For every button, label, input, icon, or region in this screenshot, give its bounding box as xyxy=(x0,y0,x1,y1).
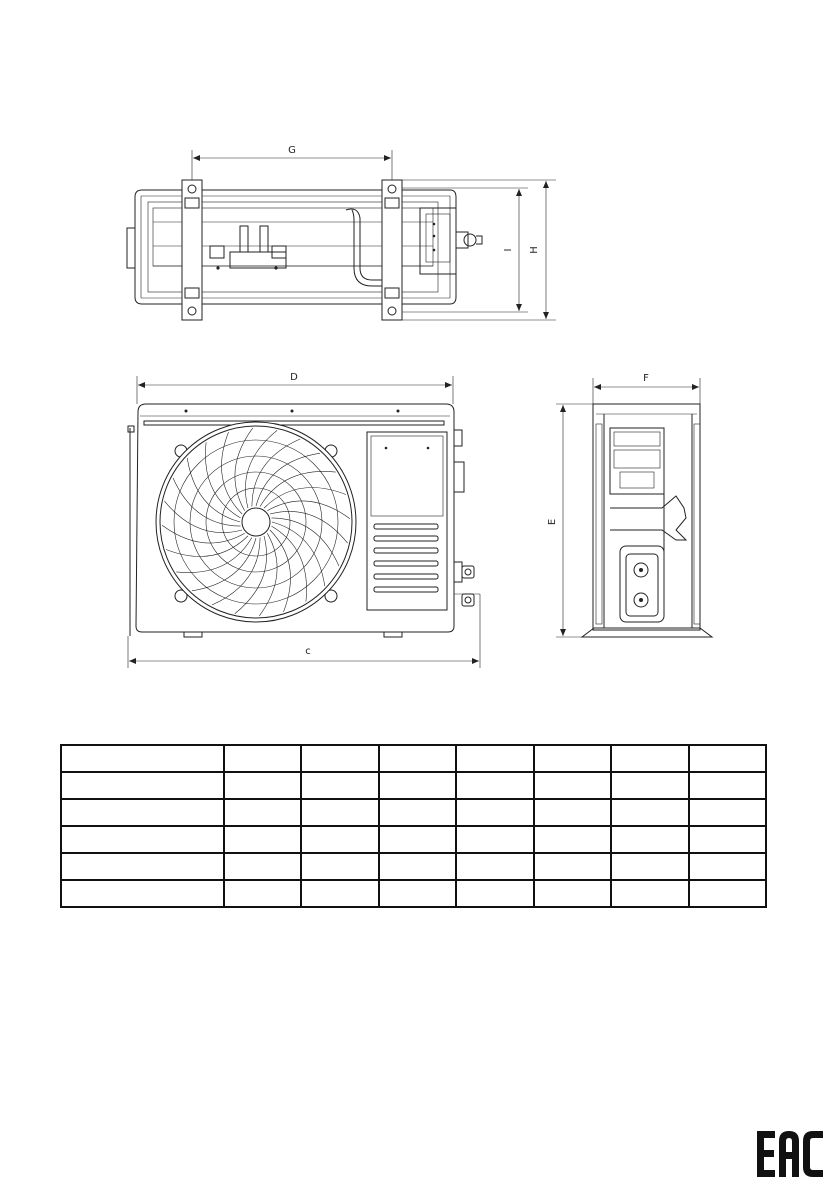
table-row xyxy=(61,745,766,772)
table-cell xyxy=(301,772,378,799)
table-cell xyxy=(379,853,456,880)
table-cell xyxy=(61,772,224,799)
table-cell xyxy=(456,880,533,907)
table-cell xyxy=(534,826,611,853)
table-cell xyxy=(611,853,688,880)
table-cell xyxy=(61,745,224,772)
dimension-e xyxy=(547,405,563,636)
table-cell xyxy=(224,799,301,826)
table-cell xyxy=(301,826,378,853)
table-row xyxy=(61,799,766,826)
table-cell xyxy=(456,799,533,826)
table-cell xyxy=(379,745,456,772)
table-cell xyxy=(301,880,378,907)
dimension-g-label: G xyxy=(288,145,296,156)
table-cell xyxy=(611,880,688,907)
table-cell xyxy=(224,853,301,880)
dimension-c-label: c xyxy=(305,646,311,657)
table-row xyxy=(61,853,766,880)
table-cell xyxy=(534,853,611,880)
table-cell xyxy=(61,826,224,853)
table-cell xyxy=(379,826,456,853)
dimension-f xyxy=(594,373,699,387)
table-cell xyxy=(301,853,378,880)
dimension-c xyxy=(129,646,479,661)
dimension-h-label: H xyxy=(529,246,540,254)
dimension-g xyxy=(193,145,391,158)
table-cell xyxy=(534,880,611,907)
table-cell xyxy=(611,772,688,799)
side-view xyxy=(556,378,712,637)
table-cell xyxy=(61,853,224,880)
table-cell xyxy=(611,799,688,826)
fan-guard xyxy=(156,422,356,622)
table-cell xyxy=(301,745,378,772)
table-cell xyxy=(689,826,766,853)
table-cell xyxy=(61,799,224,826)
dimension-d xyxy=(138,372,452,385)
table-cell xyxy=(534,745,611,772)
table-cell xyxy=(456,772,533,799)
table-cell xyxy=(611,826,688,853)
dimension-d-label: D xyxy=(290,372,298,383)
table-cell xyxy=(224,772,301,799)
dimension-e-label: E xyxy=(547,518,558,526)
top-view xyxy=(127,150,482,320)
table-cell xyxy=(534,799,611,826)
table-row xyxy=(61,880,766,907)
table-cell xyxy=(61,880,224,907)
dimension-h xyxy=(402,180,556,320)
table-cell xyxy=(224,880,301,907)
table-cell xyxy=(456,826,533,853)
table-cell xyxy=(379,772,456,799)
table-cell xyxy=(689,799,766,826)
table-cell xyxy=(379,799,456,826)
eac-certification-mark xyxy=(757,1131,823,1177)
front-view xyxy=(128,376,480,668)
table-cell xyxy=(611,745,688,772)
table-cell xyxy=(456,853,533,880)
table-cell xyxy=(379,880,456,907)
table-cell xyxy=(689,745,766,772)
table-cell xyxy=(301,799,378,826)
dimension-f-label: F xyxy=(643,373,649,384)
dimensions-table xyxy=(60,744,767,908)
dimension-i-label: I xyxy=(503,248,514,252)
dimension-i xyxy=(402,188,528,312)
table-cell xyxy=(224,745,301,772)
panel-louvres xyxy=(374,524,438,592)
table-row xyxy=(61,772,766,799)
table-cell xyxy=(689,880,766,907)
table-cell xyxy=(534,772,611,799)
table-cell xyxy=(689,853,766,880)
table-row xyxy=(61,826,766,853)
table-cell xyxy=(456,745,533,772)
table-cell xyxy=(689,772,766,799)
table-cell xyxy=(224,826,301,853)
